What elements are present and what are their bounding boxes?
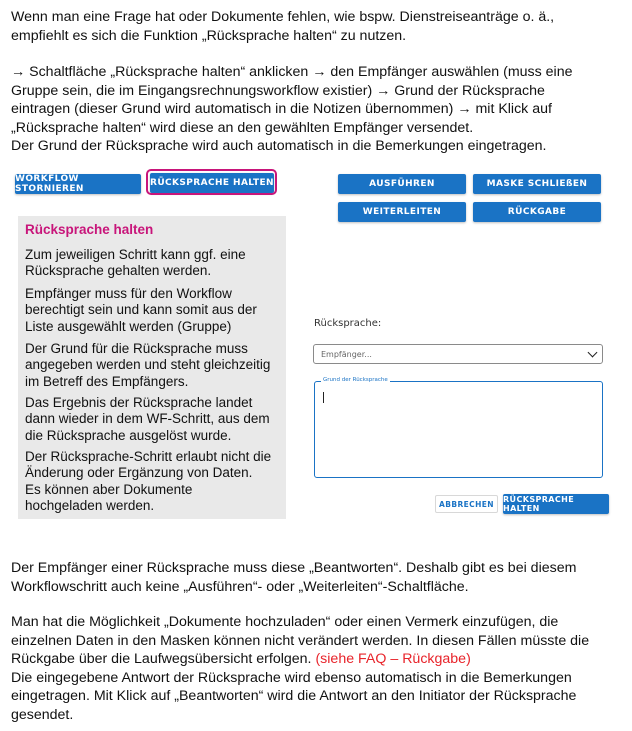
info-line: Empfänger muss für den Workflow bbox=[25, 286, 232, 301]
info-line: Rücksprache gehalten werden. bbox=[25, 263, 212, 279]
info-line: die Rücksprache ausgelöst wurde. bbox=[25, 427, 232, 443]
info-line: Liste ausgewählt werden (Gruppe) bbox=[25, 318, 232, 334]
reason-textarea[interactable] bbox=[314, 377, 603, 478]
intro-paragraph bbox=[11, 8, 621, 45]
info-paragraph bbox=[25, 247, 285, 280]
chevron-down-icon bbox=[588, 348, 598, 358]
recipient-select[interactable] bbox=[313, 344, 603, 364]
text-cursor bbox=[323, 392, 324, 403]
info-panel bbox=[18, 216, 286, 519]
outro-line: Rückgabe über die Laufwegsübersicht erfolgen. bbox=[11, 651, 312, 667]
steps-line: Gruppe sein, die im Eingangsrechnungsworkflow existier) → Grund der Rücksprache bbox=[11, 82, 545, 99]
info-line: dann wieder in dem WF-Schritt, aus dem bbox=[25, 411, 270, 427]
outro-line: eingetragen. Mit Klick auf „Beantworten“ wird die Antwort an den Initiator der Rücksprache bbox=[11, 688, 577, 704]
info-line: Es können aber Dokumente bbox=[25, 481, 193, 497]
steps-line: Der Grund der Rücksprache wird auch automatisch in die Bemerkungen eingetragen. bbox=[11, 138, 547, 154]
recipient-placeholder: Empfänger... bbox=[321, 349, 372, 359]
consult-form-label: Rücksprache: bbox=[314, 318, 382, 329]
info-panel-title: Rücksprache halten bbox=[25, 222, 154, 237]
intro-line: empfiehlt es sich die Funktion „Rücksprache halten“ zu nutzen. bbox=[11, 27, 407, 44]
info-line: Der Rücksprache-Schritt erlaubt nicht die bbox=[25, 449, 272, 464]
outro-line: einzelnen Daten in den Masken können nicht verändert werden. In diesen Fällen müsste die bbox=[11, 632, 590, 649]
consult-button[interactable]: RÜCKSPRACHE HALTEN bbox=[150, 173, 274, 193]
outro-line: Die eingegebene Antwort der Rücksprache wird ebenso automatisch in die Bemerkungen bbox=[11, 669, 572, 686]
outro-paragraph-2 bbox=[11, 613, 621, 724]
outro-line: Der Empfänger einer Rücksprache muss diese „Beantworten“. Deshalb gibt es bei diesem bbox=[11, 560, 577, 576]
steps-paragraph bbox=[11, 63, 621, 156]
outro-line: gesendet. bbox=[11, 706, 74, 723]
steps-line: → Schaltfläche „Rücksprache halten“ anklicken → den Empfänger auswählen (muss eine bbox=[11, 64, 573, 80]
execute-button[interactable]: AUSFÜHREN bbox=[338, 174, 466, 194]
steps-line: eintragen (dieser Grund wird automatisch in die Notizen übernommen) → mit Klick auf bbox=[11, 101, 552, 117]
info-paragraph bbox=[25, 341, 285, 390]
info-line: Zum jeweiligen Schritt kann ggf. eine bbox=[25, 247, 246, 262]
info-paragraph bbox=[25, 449, 285, 514]
submit-consult-button[interactable]: RÜCKSPRACHE HALTEN bbox=[503, 494, 609, 514]
info-line: Änderung oder Ergänzung von Daten. bbox=[25, 465, 253, 481]
consult-button-highlight bbox=[146, 169, 277, 195]
forward-button[interactable]: WEITERLEITEN bbox=[338, 202, 466, 222]
info-paragraph bbox=[25, 286, 285, 335]
intro-line: Wenn man eine Frage hat oder Dokumente fehlen, wie bspw. Dienstreiseanträge o. ä., bbox=[11, 9, 555, 25]
info-paragraph bbox=[25, 395, 285, 444]
reason-label: Grund der Rücksprache bbox=[323, 377, 388, 383]
faq-link[interactable]: (siehe FAQ – Rückgabe) bbox=[315, 651, 471, 667]
info-line: angegeben werden und steht gleichzeitig bbox=[25, 357, 271, 373]
info-line: Der Grund für die Rücksprache muss bbox=[25, 341, 248, 356]
info-line: im Betreff des Empfängers. bbox=[25, 373, 189, 389]
close-mask-button[interactable]: MASKE SCHLIEßEN bbox=[473, 174, 601, 194]
return-button[interactable]: RÜCKGABE bbox=[473, 202, 601, 222]
info-line: hochgeladen werden. bbox=[25, 497, 155, 513]
outro-line: Workflowschritt auch keine „Ausführen“- oder „Weiterleiten“-Schaltfläche. bbox=[11, 578, 469, 595]
outro-paragraph-1 bbox=[11, 559, 621, 596]
info-line: Das Ergebnis der Rücksprache landet bbox=[25, 395, 253, 410]
cancel-button[interactable]: ABBRECHEN bbox=[435, 495, 498, 513]
info-line: berechtigt sein und kann somit aus der bbox=[25, 302, 257, 318]
workflow-cancel-button[interactable]: WORKFLOW STORNIEREN bbox=[15, 174, 141, 194]
outro-line: Man hat die Möglichkeit „Dokumente hochzuladen“ oder einen Vermerk einzufügen, die bbox=[11, 614, 559, 630]
steps-line: „Rücksprache halten“ wird diese an den gewählten Empfänger versendet. bbox=[11, 119, 474, 136]
